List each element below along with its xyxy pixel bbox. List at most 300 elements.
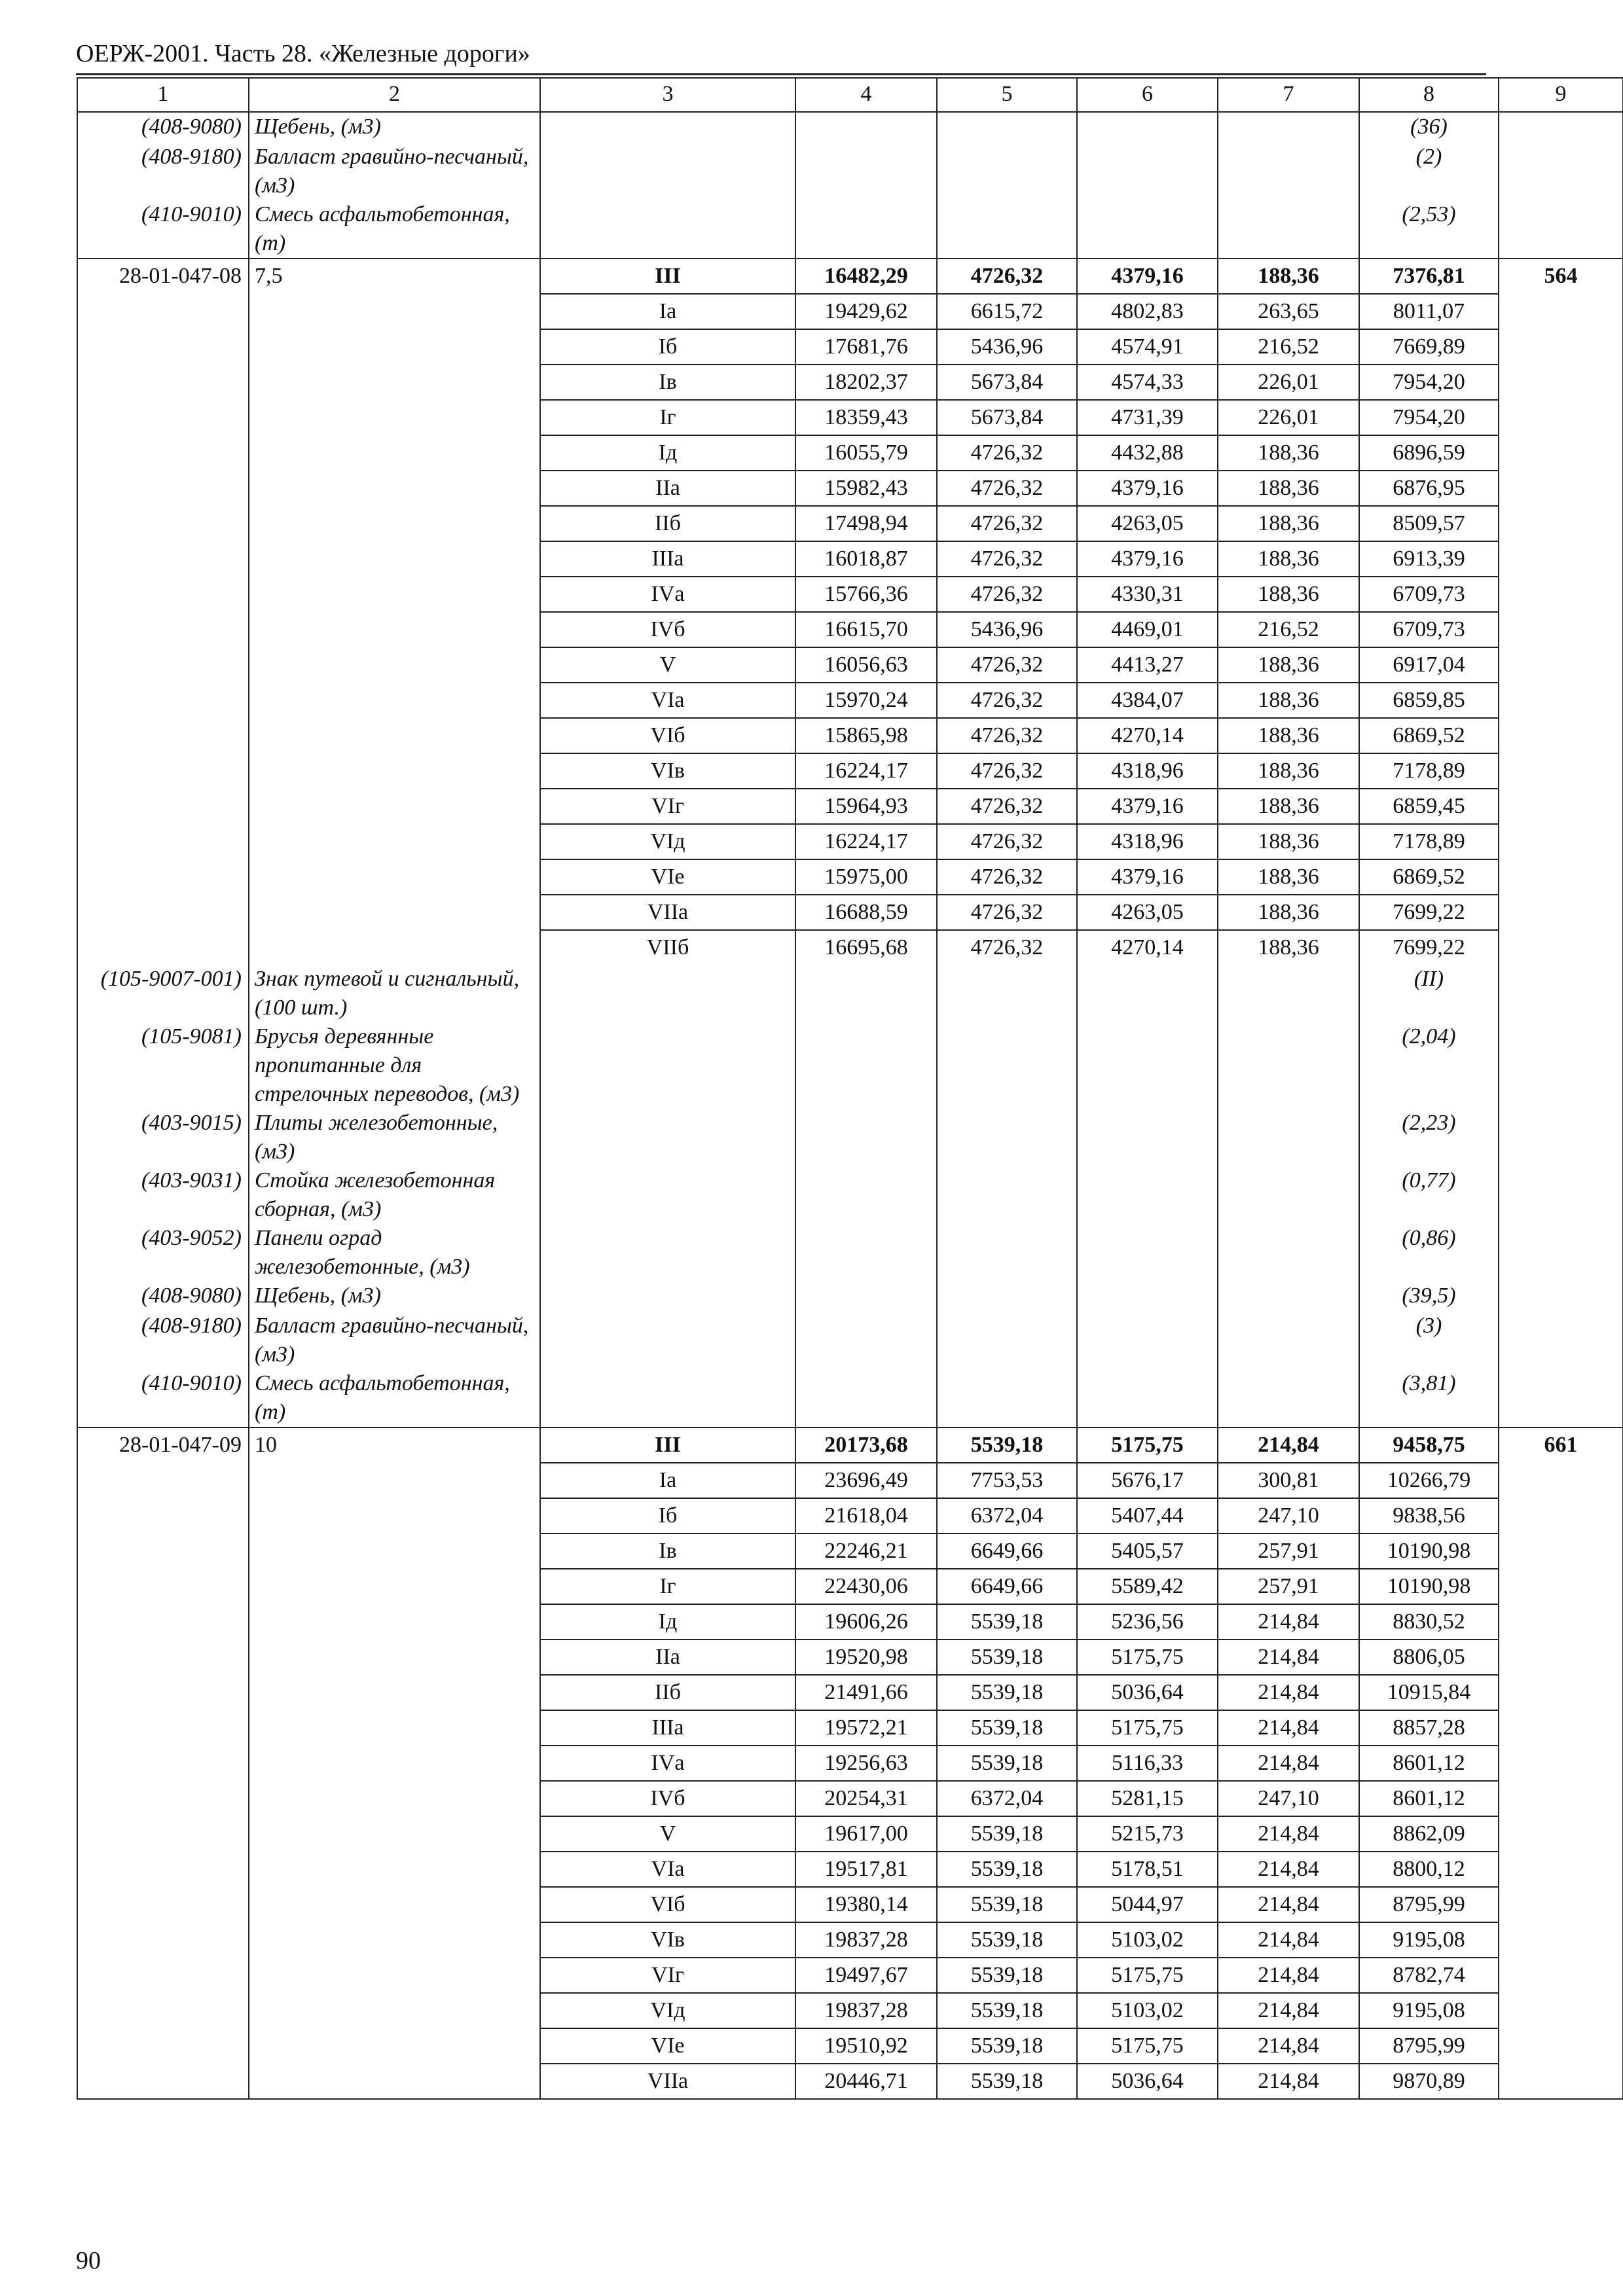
operator-wages: 214,84: [1218, 1816, 1359, 1852]
materials-cost: 9195,08: [1359, 1922, 1499, 1958]
operator-wages: 257,91: [1218, 1534, 1359, 1569]
empty-cell: [1499, 1022, 1623, 1109]
operator-wages: 188,36: [1218, 506, 1359, 541]
position-code: 28-01-047-09: [77, 1427, 249, 1463]
total-cost: 16018,87: [795, 541, 937, 577]
empty-cell: [937, 1166, 1077, 1224]
zone-variant-row: [77, 435, 1623, 471]
empty-cell: [249, 577, 540, 612]
machine-cost: 4802,83: [1077, 294, 1218, 329]
resource-quantity: (2): [1359, 143, 1499, 200]
materials-cost: 9838,56: [1359, 1498, 1499, 1534]
labor-cost: 4726,32: [937, 541, 1077, 577]
empty-cell: [77, 1958, 249, 1993]
operator-wages: 247,10: [1218, 1498, 1359, 1534]
zone-label: III: [540, 1427, 795, 1463]
labor-cost: 5539,18: [937, 1746, 1077, 1781]
empty-cell: [77, 2064, 249, 2099]
total-cost: 16224,17: [795, 824, 937, 859]
resource-row: [77, 1369, 1623, 1427]
empty-cell: [1499, 200, 1623, 259]
empty-cell: [1218, 112, 1359, 143]
empty-cell: [1499, 1958, 1623, 1993]
zone-label: VIв: [540, 753, 795, 789]
resource-name: Щебень, (м3): [249, 1282, 540, 1312]
empty-cell: [1499, 1224, 1623, 1282]
labor-cost: 5436,96: [937, 329, 1077, 365]
empty-cell: [1499, 1710, 1623, 1746]
empty-cell: [77, 541, 249, 577]
materials-cost: 6869,52: [1359, 718, 1499, 753]
empty-cell: [795, 200, 937, 259]
machine-cost: 5405,57: [1077, 1534, 1218, 1569]
empty-cell: [540, 1369, 795, 1427]
empty-cell: [937, 112, 1077, 143]
machine-cost: 4379,16: [1077, 859, 1218, 895]
labor-hours: 564: [1499, 259, 1623, 294]
labor-cost: 5539,18: [937, 1675, 1077, 1710]
materials-cost: 8795,99: [1359, 1887, 1499, 1922]
empty-cell: [1499, 1640, 1623, 1675]
zone-label: IVб: [540, 612, 795, 647]
resource-row: [77, 1224, 1623, 1282]
labor-cost: 5539,18: [937, 1604, 1077, 1640]
zone-variant-row: [77, 1816, 1623, 1852]
zone-variant-row: [77, 930, 1623, 965]
machine-cost: 4379,16: [1077, 259, 1218, 294]
machine-cost: 4330,31: [1077, 577, 1218, 612]
labor-cost: 5673,84: [937, 400, 1077, 435]
operator-wages: 214,84: [1218, 2064, 1359, 2099]
operator-wages: 214,84: [1218, 1640, 1359, 1675]
empty-cell: [77, 1816, 249, 1852]
zone-label: Iб: [540, 1498, 795, 1534]
empty-cell: [1218, 1109, 1359, 1166]
empty-cell: [77, 1675, 249, 1710]
zone-variant-row: [77, 471, 1623, 506]
empty-cell: [249, 1958, 540, 1993]
resource-row: [77, 1282, 1623, 1312]
resource-row: [77, 965, 1623, 1022]
total-cost: 20254,31: [795, 1781, 937, 1816]
empty-cell: [1077, 1166, 1218, 1224]
empty-cell: [937, 1369, 1077, 1427]
operator-wages: 214,84: [1218, 1710, 1359, 1746]
empty-cell: [1499, 1463, 1623, 1498]
materials-cost: 6869,52: [1359, 859, 1499, 895]
empty-cell: [1499, 2064, 1623, 2099]
materials-cost: 8601,12: [1359, 1746, 1499, 1781]
resource-code: (410-9010): [77, 200, 249, 259]
total-cost: 19510,92: [795, 2028, 937, 2064]
empty-cell: [77, 647, 249, 683]
zone-label: VIа: [540, 683, 795, 718]
labor-cost: 4726,32: [937, 895, 1077, 930]
empty-cell: [77, 577, 249, 612]
labor-cost: 5539,18: [937, 1958, 1077, 1993]
zone-label: Iг: [540, 400, 795, 435]
column-header: 9: [1499, 78, 1623, 112]
empty-cell: [1499, 577, 1623, 612]
empty-cell: [249, 1498, 540, 1534]
operator-wages: 214,84: [1218, 1427, 1359, 1463]
resource-code: (105-9007-001): [77, 965, 249, 1022]
machine-cost: 4379,16: [1077, 789, 1218, 824]
machine-cost: 4318,96: [1077, 824, 1218, 859]
empty-cell: [77, 718, 249, 753]
empty-cell: [77, 1710, 249, 1746]
resource-name: Знак путевой и сигнальный, (100 шт.): [249, 965, 540, 1022]
resource-quantity: (II): [1359, 965, 1499, 1022]
machine-cost: 4469,01: [1077, 612, 1218, 647]
zone-label: VIIб: [540, 930, 795, 965]
zone-variant-row: [77, 612, 1623, 647]
empty-cell: [1077, 1224, 1218, 1282]
empty-cell: [1499, 1781, 1623, 1816]
zone-variant-row: [77, 895, 1623, 930]
total-cost: 15964,93: [795, 789, 937, 824]
zone-variant-row: [77, 400, 1623, 435]
operator-wages: 214,84: [1218, 1958, 1359, 1993]
total-cost: 19606,26: [795, 1604, 937, 1640]
empty-cell: [1077, 143, 1218, 200]
machine-cost: 5175,75: [1077, 1640, 1218, 1675]
empty-cell: [249, 1993, 540, 2028]
empty-cell: [937, 1022, 1077, 1109]
empty-cell: [1077, 1109, 1218, 1166]
empty-cell: [1077, 200, 1218, 259]
empty-cell: [77, 1463, 249, 1498]
resource-quantity: (2,04): [1359, 1022, 1499, 1109]
operator-wages: 188,36: [1218, 683, 1359, 718]
zone-label: IVб: [540, 1781, 795, 1816]
position-row: [77, 1427, 1623, 1463]
resource-code: (408-9180): [77, 143, 249, 200]
operator-wages: 188,36: [1218, 789, 1359, 824]
machine-cost: 5116,33: [1077, 1746, 1218, 1781]
resource-name: Щебень, (м3): [249, 112, 540, 143]
materials-cost: 6859,45: [1359, 789, 1499, 824]
total-cost: 15766,36: [795, 577, 937, 612]
resource-quantity: (2,23): [1359, 1109, 1499, 1166]
resource-name: Смесь асфальтобетонная, (т): [249, 1369, 540, 1427]
operator-wages: 226,01: [1218, 365, 1359, 400]
empty-cell: [1499, 895, 1623, 930]
machine-cost: 5589,42: [1077, 1569, 1218, 1604]
zone-label: Iа: [540, 294, 795, 329]
empty-cell: [540, 1166, 795, 1224]
zone-variant-row: [77, 541, 1623, 577]
machine-cost: 5236,56: [1077, 1604, 1218, 1640]
zone-label: Iд: [540, 435, 795, 471]
empty-cell: [249, 789, 540, 824]
zone-label: V: [540, 1816, 795, 1852]
column-header: 7: [1218, 78, 1359, 112]
materials-cost: 9870,89: [1359, 2064, 1499, 2099]
zone-variant-row: [77, 1922, 1623, 1958]
empty-cell: [1499, 1887, 1623, 1922]
labor-cost: 4726,32: [937, 259, 1077, 294]
empty-cell: [249, 400, 540, 435]
zone-variant-row: [77, 1993, 1623, 2028]
materials-cost: 8509,57: [1359, 506, 1499, 541]
empty-cell: [1499, 1604, 1623, 1640]
total-cost: 15982,43: [795, 471, 937, 506]
zone-variant-row: [77, 1498, 1623, 1534]
zone-variant-row: [77, 1852, 1623, 1887]
materials-cost: 9458,75: [1359, 1427, 1499, 1463]
materials-cost: 8830,52: [1359, 1604, 1499, 1640]
zone-variant-row: [77, 1463, 1623, 1498]
empty-cell: [249, 718, 540, 753]
empty-cell: [77, 1604, 249, 1640]
empty-cell: [795, 112, 937, 143]
resource-name: Балласт гравийно-песчаный, (м3): [249, 1312, 540, 1369]
empty-cell: [1077, 1282, 1218, 1312]
labor-cost: 4726,32: [937, 824, 1077, 859]
zone-variant-row: [77, 1710, 1623, 1746]
total-cost: 16482,29: [795, 259, 937, 294]
operator-wages: 188,36: [1218, 577, 1359, 612]
zone-variant-row: [77, 1958, 1623, 1993]
total-cost: 19429,62: [795, 294, 937, 329]
labor-cost: 5539,18: [937, 1710, 1077, 1746]
zone-variant-row: [77, 1640, 1623, 1675]
empty-cell: [1499, 612, 1623, 647]
labor-cost: 6372,04: [937, 1498, 1077, 1534]
empty-cell: [795, 1166, 937, 1224]
machine-cost: 5175,75: [1077, 2028, 1218, 2064]
zone-variant-row: [77, 683, 1623, 718]
empty-cell: [795, 965, 937, 1022]
materials-cost: 7699,22: [1359, 930, 1499, 965]
total-cost: 21618,04: [795, 1498, 937, 1534]
machine-cost: 5036,64: [1077, 1675, 1218, 1710]
total-cost: 17681,76: [795, 329, 937, 365]
materials-cost: 7699,22: [1359, 895, 1499, 930]
empty-cell: [1499, 329, 1623, 365]
empty-cell: [249, 859, 540, 895]
empty-cell: [937, 1109, 1077, 1166]
empty-cell: [540, 965, 795, 1022]
labor-cost: 5539,18: [937, 2028, 1077, 2064]
empty-cell: [1218, 1369, 1359, 1427]
empty-cell: [77, 1534, 249, 1569]
total-cost: 19837,28: [795, 1922, 937, 1958]
empty-cell: [249, 435, 540, 471]
operator-wages: 216,52: [1218, 612, 1359, 647]
empty-cell: [77, 400, 249, 435]
empty-cell: [77, 824, 249, 859]
operator-wages: 188,36: [1218, 895, 1359, 930]
column-header: 6: [1077, 78, 1218, 112]
operator-wages: 214,84: [1218, 2028, 1359, 2064]
empty-cell: [249, 1675, 540, 1710]
materials-cost: 7376,81: [1359, 259, 1499, 294]
labor-cost: 5539,18: [937, 1922, 1077, 1958]
column-header: 3: [540, 78, 795, 112]
resource-code: (408-9080): [77, 1282, 249, 1312]
resource-name: Панели оград железобетонные, (м3): [249, 1224, 540, 1282]
empty-cell: [249, 753, 540, 789]
machine-cost: 4379,16: [1077, 541, 1218, 577]
empty-cell: [1499, 930, 1623, 965]
empty-cell: [249, 930, 540, 965]
materials-cost: 10266,79: [1359, 1463, 1499, 1498]
empty-cell: [1218, 1312, 1359, 1369]
empty-cell: [249, 1710, 540, 1746]
resource-code: (403-9031): [77, 1166, 249, 1224]
machine-cost: 5407,44: [1077, 1498, 1218, 1534]
materials-cost: 8795,99: [1359, 2028, 1499, 2064]
zone-label: VIг: [540, 1958, 795, 1993]
zone-variant-row: [77, 718, 1623, 753]
resource-quantity: (3): [1359, 1312, 1499, 1369]
labor-cost: 6615,72: [937, 294, 1077, 329]
machine-cost: 5281,15: [1077, 1781, 1218, 1816]
resource-code: (105-9081): [77, 1022, 249, 1109]
zone-label: Iд: [540, 1604, 795, 1640]
operator-wages: 214,84: [1218, 1746, 1359, 1781]
empty-cell: [1499, 965, 1623, 1022]
empty-cell: [795, 1022, 937, 1109]
zone-label: IIб: [540, 506, 795, 541]
labor-cost: 6649,66: [937, 1569, 1077, 1604]
operator-wages: 188,36: [1218, 824, 1359, 859]
position-code: 28-01-047-08: [77, 259, 249, 294]
materials-cost: 10190,98: [1359, 1569, 1499, 1604]
materials-cost: 10190,98: [1359, 1534, 1499, 1569]
machine-cost: 5103,02: [1077, 1993, 1218, 2028]
machine-cost: 4263,05: [1077, 895, 1218, 930]
total-cost: 23696,49: [795, 1463, 937, 1498]
zone-variant-row: [77, 577, 1623, 612]
empty-cell: [249, 1534, 540, 1569]
empty-cell: [1499, 2028, 1623, 2064]
empty-cell: [249, 1922, 540, 1958]
empty-cell: [249, 329, 540, 365]
zone-label: VIа: [540, 1852, 795, 1887]
empty-cell: [1077, 1022, 1218, 1109]
machine-cost: 4318,96: [1077, 753, 1218, 789]
empty-cell: [249, 294, 540, 329]
zone-variant-row: [77, 365, 1623, 400]
empty-cell: [540, 1224, 795, 1282]
operator-wages: 214,84: [1218, 1675, 1359, 1710]
zone-label: IVа: [540, 1746, 795, 1781]
empty-cell: [1218, 1224, 1359, 1282]
zone-variant-row: [77, 1534, 1623, 1569]
empty-cell: [540, 200, 795, 259]
zone-variant-row: [77, 647, 1623, 683]
operator-wages: 226,01: [1218, 400, 1359, 435]
empty-cell: [249, 647, 540, 683]
zone-variant-row: [77, 1887, 1623, 1922]
materials-cost: 8011,07: [1359, 294, 1499, 329]
empty-cell: [937, 1282, 1077, 1312]
materials-cost: 8782,74: [1359, 1958, 1499, 1993]
resource-row: [77, 1109, 1623, 1166]
total-cost: 15975,00: [795, 859, 937, 895]
empty-cell: [1499, 647, 1623, 683]
total-cost: 22246,21: [795, 1534, 937, 1569]
empty-cell: [77, 612, 249, 647]
empty-cell: [1077, 1312, 1218, 1369]
empty-cell: [77, 365, 249, 400]
empty-cell: [1499, 1534, 1623, 1569]
empty-cell: [1499, 1312, 1623, 1369]
empty-cell: [77, 435, 249, 471]
empty-cell: [795, 1282, 937, 1312]
machine-cost: 4432,88: [1077, 435, 1218, 471]
labor-cost: 4726,32: [937, 435, 1077, 471]
total-cost: 16615,70: [795, 612, 937, 647]
empty-cell: [1499, 506, 1623, 541]
total-cost: 15970,24: [795, 683, 937, 718]
empty-cell: [1499, 1993, 1623, 2028]
materials-cost: 6859,85: [1359, 683, 1499, 718]
zone-label: VIе: [540, 2028, 795, 2064]
empty-cell: [1499, 1498, 1623, 1534]
total-cost: 19256,63: [795, 1746, 937, 1781]
materials-cost: 7669,89: [1359, 329, 1499, 365]
empty-cell: [249, 1816, 540, 1852]
materials-cost: 7178,89: [1359, 824, 1499, 859]
operator-wages: 188,36: [1218, 259, 1359, 294]
zone-variant-row: [77, 753, 1623, 789]
empty-cell: [1499, 294, 1623, 329]
empty-cell: [249, 1746, 540, 1781]
empty-cell: [77, 1781, 249, 1816]
zone-variant-row: [77, 2028, 1623, 2064]
labor-cost: 4726,32: [937, 859, 1077, 895]
empty-cell: [1499, 400, 1623, 435]
empty-cell: [249, 2064, 540, 2099]
machine-cost: 5178,51: [1077, 1852, 1218, 1887]
resource-quantity: (2,53): [1359, 200, 1499, 259]
empty-cell: [540, 112, 795, 143]
empty-cell: [937, 1312, 1077, 1369]
column-header: 1: [77, 78, 249, 112]
zone-label: Iб: [540, 329, 795, 365]
resource-code: (403-9015): [77, 1109, 249, 1166]
empty-cell: [1499, 1675, 1623, 1710]
labor-cost: 5673,84: [937, 365, 1077, 400]
empty-cell: [1499, 683, 1623, 718]
resource-row: [77, 1166, 1623, 1224]
zone-variant-row: [77, 1604, 1623, 1640]
resource-row: [77, 200, 1623, 259]
machine-cost: 5175,75: [1077, 1427, 1218, 1463]
empty-cell: [249, 683, 540, 718]
total-cost: 16056,63: [795, 647, 937, 683]
empty-cell: [77, 1569, 249, 1604]
empty-cell: [540, 1282, 795, 1312]
total-cost: 16688,59: [795, 895, 937, 930]
labor-cost: 4726,32: [937, 506, 1077, 541]
empty-cell: [77, 329, 249, 365]
zone-variant-row: [77, 824, 1623, 859]
empty-cell: [77, 1640, 249, 1675]
total-cost: 21491,66: [795, 1675, 937, 1710]
empty-cell: [77, 471, 249, 506]
materials-cost: 7954,20: [1359, 365, 1499, 400]
empty-cell: [249, 506, 540, 541]
empty-cell: [1499, 435, 1623, 471]
empty-cell: [249, 612, 540, 647]
column-header: 5: [937, 78, 1077, 112]
empty-cell: [540, 1022, 795, 1109]
